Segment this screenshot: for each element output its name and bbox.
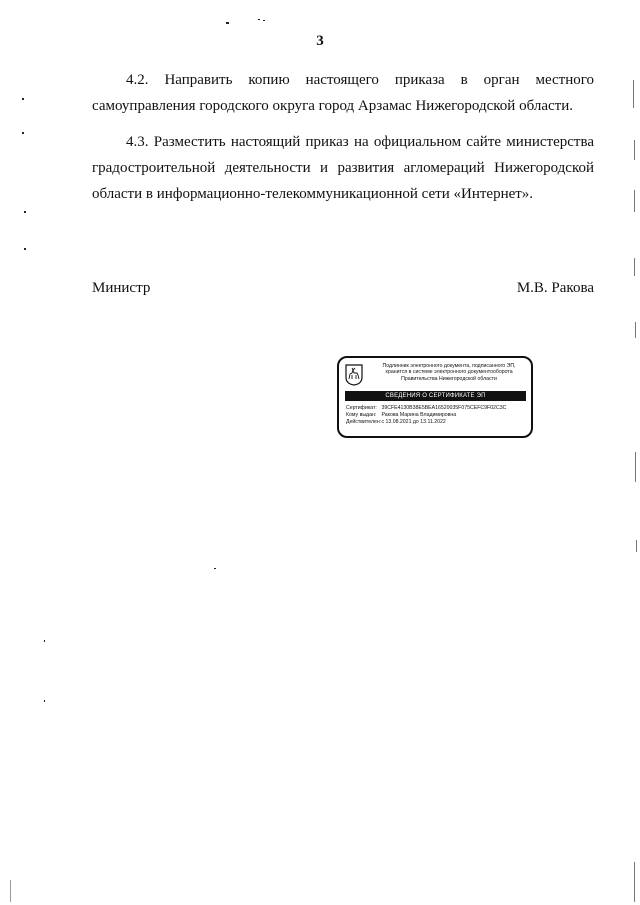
stamp-header [367,363,531,382]
scan-speck [22,98,24,100]
scan-speck [226,22,229,24]
paragraph-4-3-line-2: градостроительной деятельности и развития агломераций Нижегородской [92,160,594,176]
scan-edge-line [636,540,637,552]
scan-edge-line [634,258,635,276]
electronic-signature-stamp [337,356,533,438]
stamp-issued-to-row [346,412,530,419]
scan-edge-line [635,452,636,482]
stamp-valid-label: Действителен: [346,419,382,425]
scan-speck [214,568,216,569]
nizhny-novgorod-deer-emblem-icon [345,364,363,386]
scan-edge-line [10,880,11,902]
scan-edge-line [634,140,635,160]
stamp-header-line: хранится в системе электронного документооборота [385,369,513,376]
stamp-valid-value: с 13.08.2021 до 13.11.2022 [381,419,446,425]
stamp-header-line: Правительства Нижегородской области [401,375,497,382]
stamp-issued-to-label: Кому выдан: [346,412,377,418]
paragraph-4-2 [92,67,594,119]
scan-edge-line [634,862,635,902]
paragraph-4-3-first-line: 4.3. Разместить настоящий приказ на официальном сайте министерства [126,134,594,150]
paragraph-4-3-line-3: области в информационно-телекоммуникационной сети «Интернет». [92,186,534,202]
signature-row [92,278,594,298]
page-number: 3 [316,33,324,49]
signatory-position: Министр [92,280,151,296]
scan-edge-line [634,190,635,212]
scan-speck [44,640,45,642]
scan-speck [263,20,265,21]
stamp-header-line: Подлинник электронного документа, подписанного ЭП, [382,363,516,369]
scan-speck [24,211,26,213]
scan-edge-line [633,80,634,108]
stamp-issued-to-value: Ракова Марина Владимировна [381,412,457,418]
stamp-certificate-row [346,405,530,412]
scan-speck [24,248,26,250]
scan-speck [258,19,260,20]
scan-speck [22,132,24,134]
stamp-certificate-value: 39CFE4130B38E5BEA16520035F075CEFC9F02C3C [381,405,507,411]
stamp-certificate-title: СВЕДЕНИЯ О СЕРТИФИКАТЕ ЭП [345,391,526,401]
paragraph-4-2-first-line: 4.2. Направить копию настоящего приказа в орган местного [126,72,594,88]
scan-edge-line [635,322,636,338]
signatory-name: М.В. Ракова [516,280,594,296]
stamp-certificate-label: Сертификат: [346,405,377,411]
stamp-valid-row [346,419,530,426]
scan-speck [44,700,45,702]
paragraph-4-3 [92,129,594,207]
paragraph-4-2-rest: самоуправления городского округа город Арзамас Нижегородской области. [92,98,573,114]
stamp-details [346,405,530,426]
